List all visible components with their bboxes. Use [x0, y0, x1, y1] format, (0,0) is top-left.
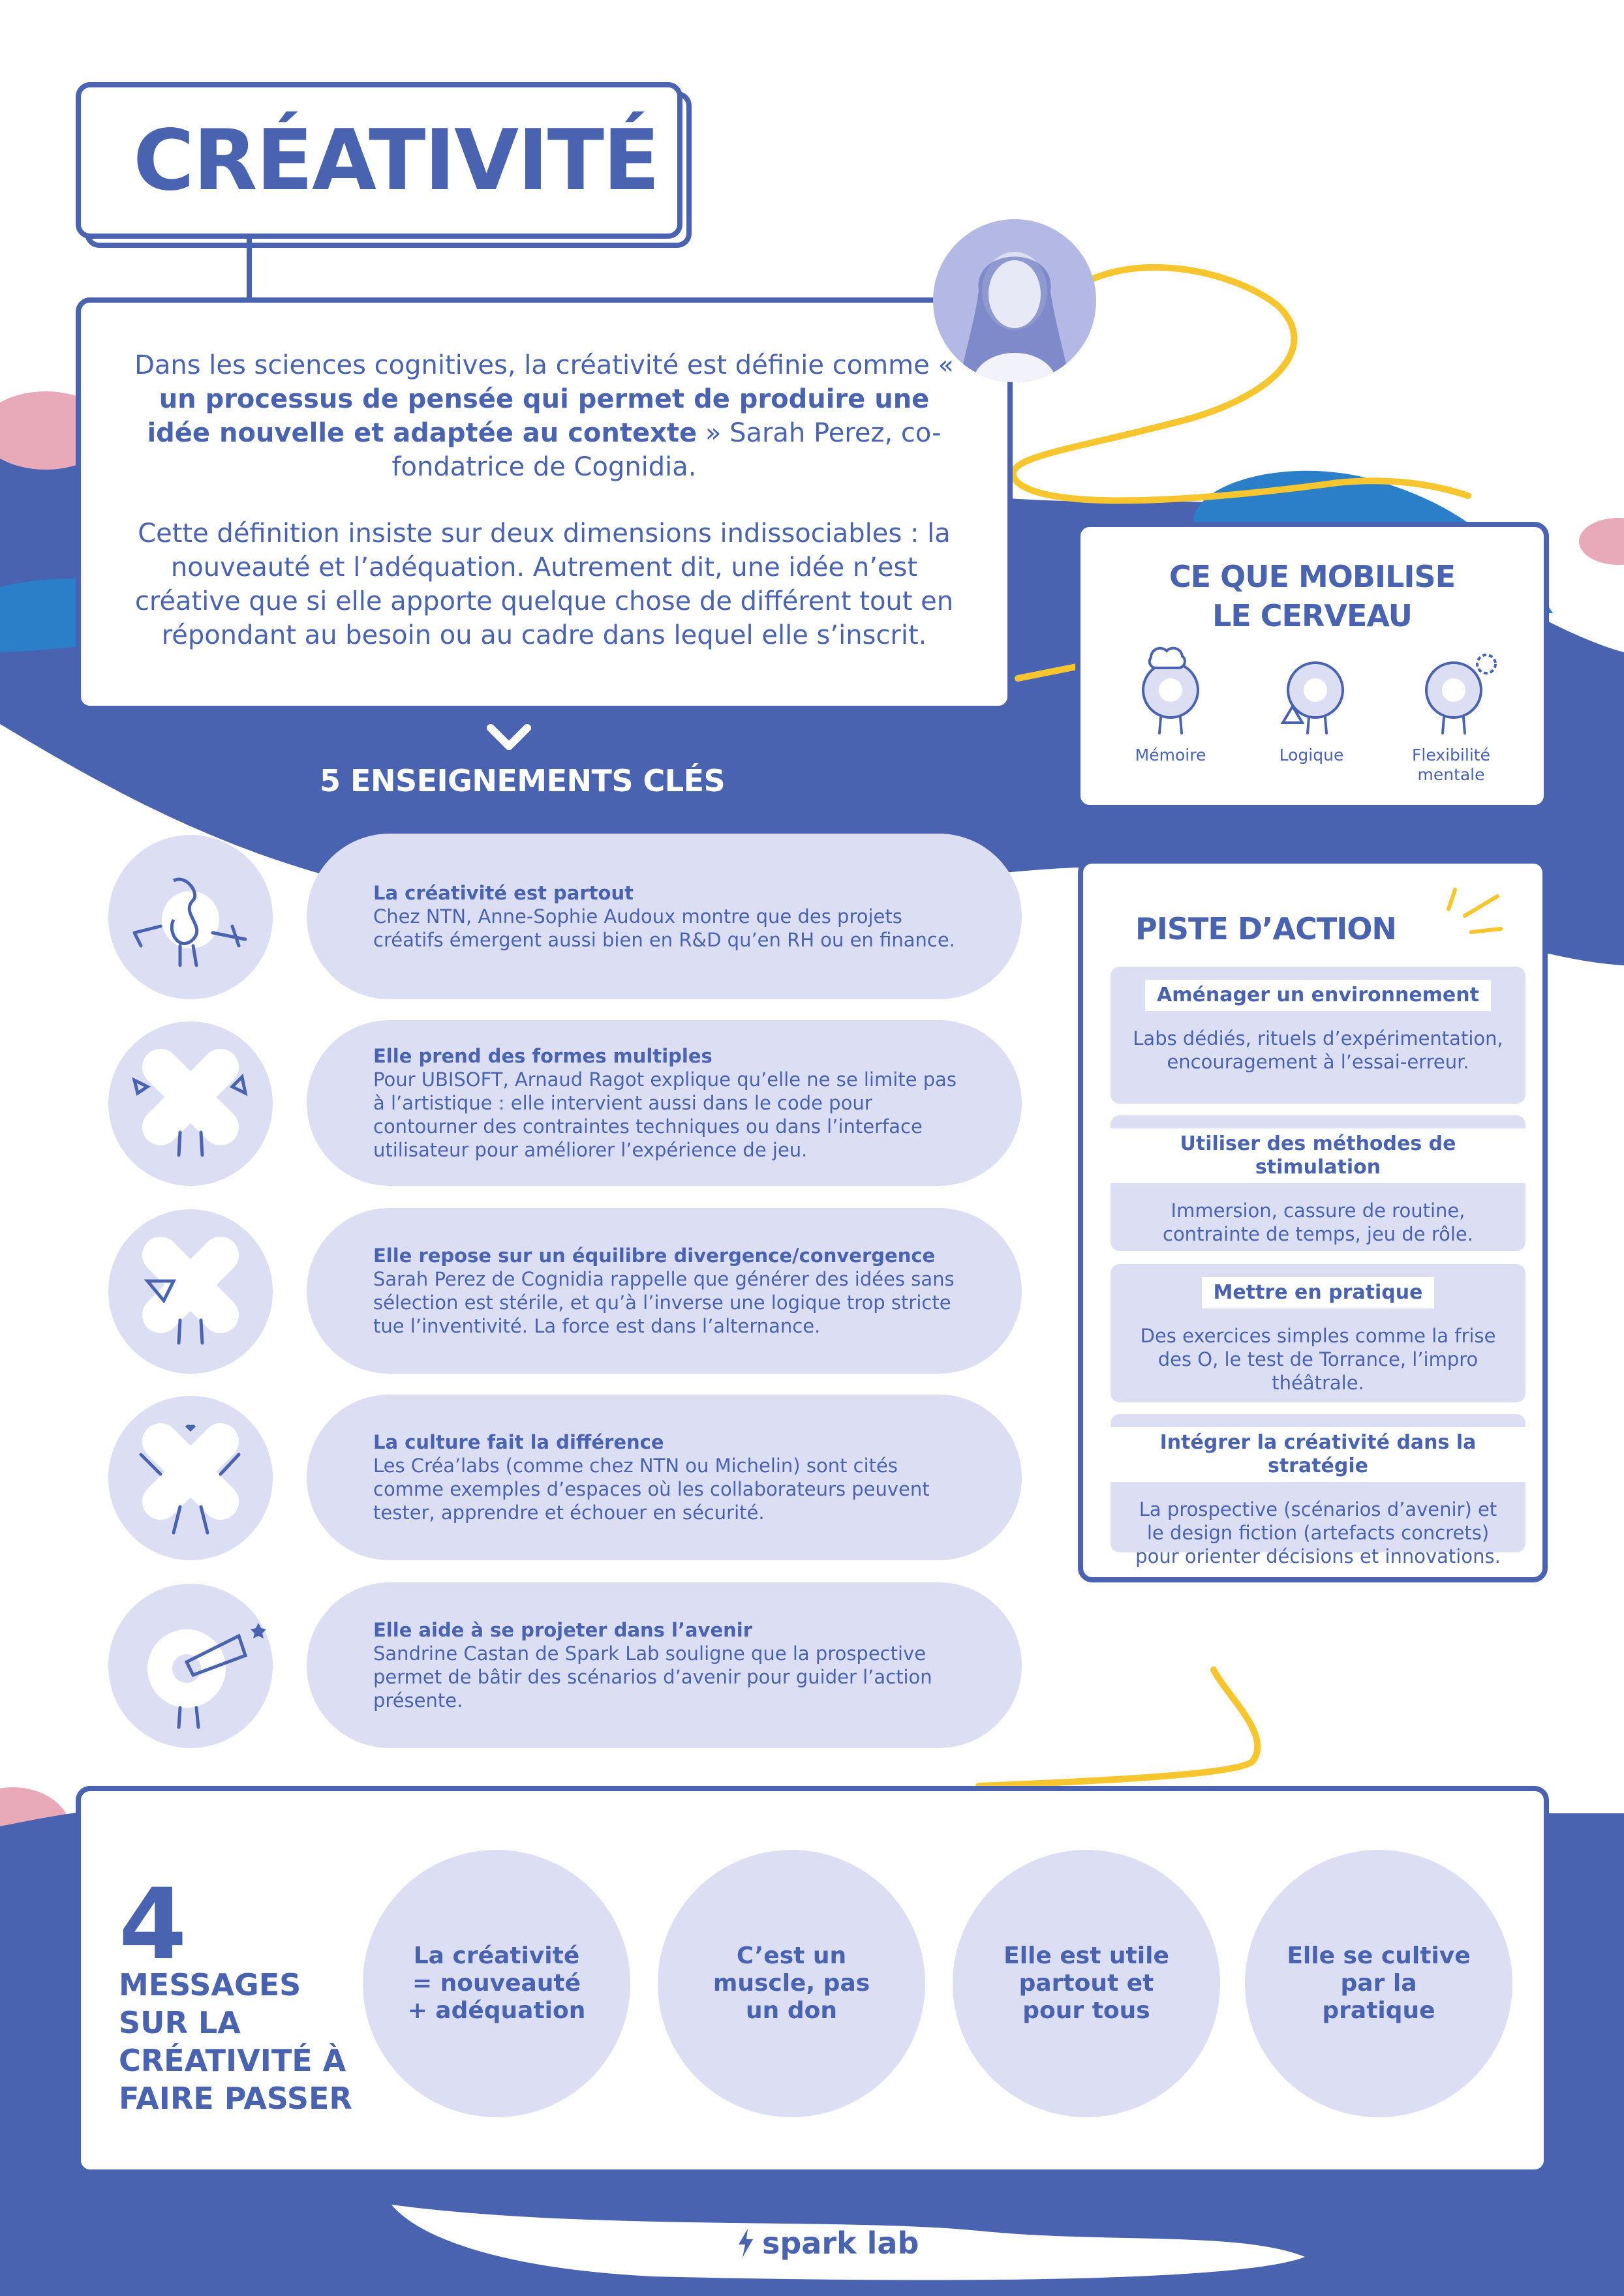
lesson-icon-5: [108, 1584, 273, 1748]
lesson-icon-4: [108, 1396, 273, 1560]
chevron-down-icon: [485, 721, 532, 753]
cross-character-icon: [108, 1021, 273, 1186]
action-card-label: Intégrer la créativité dans la stratégie: [1111, 1427, 1525, 1482]
intro-paragraph-2: Cette définition insiste sur deux dimensions indissociables : la nouveauté et l’adéquation. Autrement dit, une idée n’est créative que si elle apporte quelque chose de différent tout en répondant au besoin ou au cadre dans lequel elle s’inscrit.: [134, 519, 954, 650]
brain-item-logic: Logique: [1279, 746, 1344, 764]
lesson-text: Sarah Perez de Cognidia rappelle que générer des idées sans sélection est stérile, et qu’à l’inverse une logique trop stricte tue l’inventivité. La force est dans l’alternance.: [373, 1268, 955, 1337]
message-circle-1: La créativité = nouveauté + adéquation: [363, 1850, 630, 2117]
action-card-text: Des exercices simples comme la frise des O, le test de Torrance, l’impro théâtrale.: [1140, 1325, 1496, 1394]
lesson-text: Sandrine Castan de Spark Lab souligne que la prospective permet de bâtir des scénarios d’avenir pour guider l’action présente.: [373, 1642, 932, 1712]
lesson-card-1: [307, 834, 1022, 999]
lightning-icon: [736, 2229, 756, 2258]
lesson-title: La créativité est partout: [373, 882, 634, 904]
logic-icon: [1276, 651, 1355, 736]
title-box: [76, 82, 682, 239]
intro-box: [76, 297, 1013, 711]
lesson-title: Elle repose sur un équilibre divergence/convergence: [373, 1245, 936, 1267]
lesson-text: Les Créa’labs (comme chez NTN ou Michelin) sont cités comme exemples d’espaces où les collaborateurs peuvent tester, apprendre et échouer en sécurité.: [373, 1455, 930, 1524]
lesson-icon-1: [108, 835, 273, 999]
action-card-label: Mettre en pratique: [1202, 1277, 1435, 1308]
flexibility-icon: [1415, 644, 1506, 736]
action-card-2: [1111, 1115, 1525, 1251]
pink-blob-right: [1579, 518, 1624, 565]
messages-box: [76, 1786, 1549, 2175]
lesson-card-2: [307, 1020, 1022, 1186]
messages-caption: MESSAGES SUR LA CRÉATIVITÉ À FAIRE PASSER: [119, 1967, 352, 2116]
action-heading: PISTE D’ACTION: [1135, 911, 1396, 946]
lesson-text: Pour UBISOFT, Arnaud Ragot explique qu’elle ne se limite pas à l’artistique : elle intervient aussi dans le code pour contourner des contraintes techniques ou dans l’interface utilisateur pour améliorer l’expérience de jeu.: [373, 1068, 957, 1161]
map-doodle-icon: [108, 835, 273, 999]
lesson-card-4: [307, 1395, 1022, 1560]
action-card-3: [1111, 1264, 1525, 1402]
lesson-icon-3: [108, 1209, 273, 1374]
puzzle-character-icon: [108, 1396, 273, 1560]
action-box: [1078, 858, 1548, 1582]
lesson-title: Elle prend des formes multiples: [373, 1045, 712, 1067]
arrow-right-icon: [1013, 574, 1078, 613]
spark-lab-logo: spark lab: [736, 2226, 919, 2261]
title-connector: [247, 239, 252, 299]
action-card-label: Aménager un environnement: [1145, 980, 1491, 1011]
spark-lines-icon: [1435, 877, 1507, 942]
messages-number: 4: [119, 1868, 187, 1982]
brain-item-flexibility: Flexibilité mentale: [1412, 746, 1490, 784]
portrait-avatar: [933, 219, 1096, 382]
intro-paragraph-1: Dans les sciences cognitives, la créativité est définie comme « un processus de pensée qui permet de produire une idée nouvelle et adaptée au contexte » Sarah Perez, co-fondatrice de Cognidia.: [134, 350, 954, 482]
action-card-label: Utiliser des méthodes de stimulation: [1111, 1128, 1525, 1183]
action-card-4: [1111, 1414, 1525, 1567]
message-circle-2: C’est un muscle, pas un don: [658, 1850, 925, 2117]
action-card-1: [1111, 967, 1525, 1104]
lesson-icon-2: [108, 1021, 273, 1186]
lesson-card-3: [307, 1208, 1022, 1374]
lesson-card-5: [307, 1582, 1022, 1748]
page-title: CRÉATIVITÉ: [133, 112, 659, 209]
brain-item-memory: Mémoire: [1135, 746, 1206, 764]
lessons-heading: 5 ENSEIGNEMENTS CLÉS: [320, 763, 726, 798]
brain-box: [1075, 522, 1549, 810]
lesson-title: La culture fait la différence: [373, 1431, 664, 1453]
action-card-text: Labs dédiés, rituels d’expérimentation, encouragement à l’essai-erreur.: [1133, 1027, 1503, 1073]
intro-quote: un processus de pensée qui permet de produire une idée nouvelle et adaptée au contexte: [147, 384, 930, 448]
message-circle-3: Elle est utile partout et pour tous: [953, 1850, 1220, 2117]
message-circle-4: Elle se cultive par la pratique: [1245, 1850, 1512, 2117]
funnel-character-icon: [108, 1209, 273, 1374]
lesson-title: Elle aide à se projeter dans l’avenir: [373, 1619, 753, 1641]
lesson-text: Chez NTN, Anne-Sophie Audoux montre que des projets créatifs émergent aussi bien en R&D qu’en RH ou en finance.: [373, 905, 955, 951]
megaphone-character-icon: [108, 1584, 273, 1748]
person-icon: [933, 219, 1096, 382]
action-card-text: La prospective (scénarios d’avenir) et le design fiction (artefacts concrets) pour orienter décisions et innovations.: [1135, 1498, 1501, 1567]
action-card-text: Immersion, cassure de routine, contrainte de temps, jeu de rôle.: [1163, 1200, 1473, 1245]
memory-icon: [1131, 638, 1210, 736]
yellow-line-bottom: [979, 1670, 1257, 1786]
brain-heading: CE QUE MOBILISE LE CERVEAU: [1169, 559, 1456, 633]
